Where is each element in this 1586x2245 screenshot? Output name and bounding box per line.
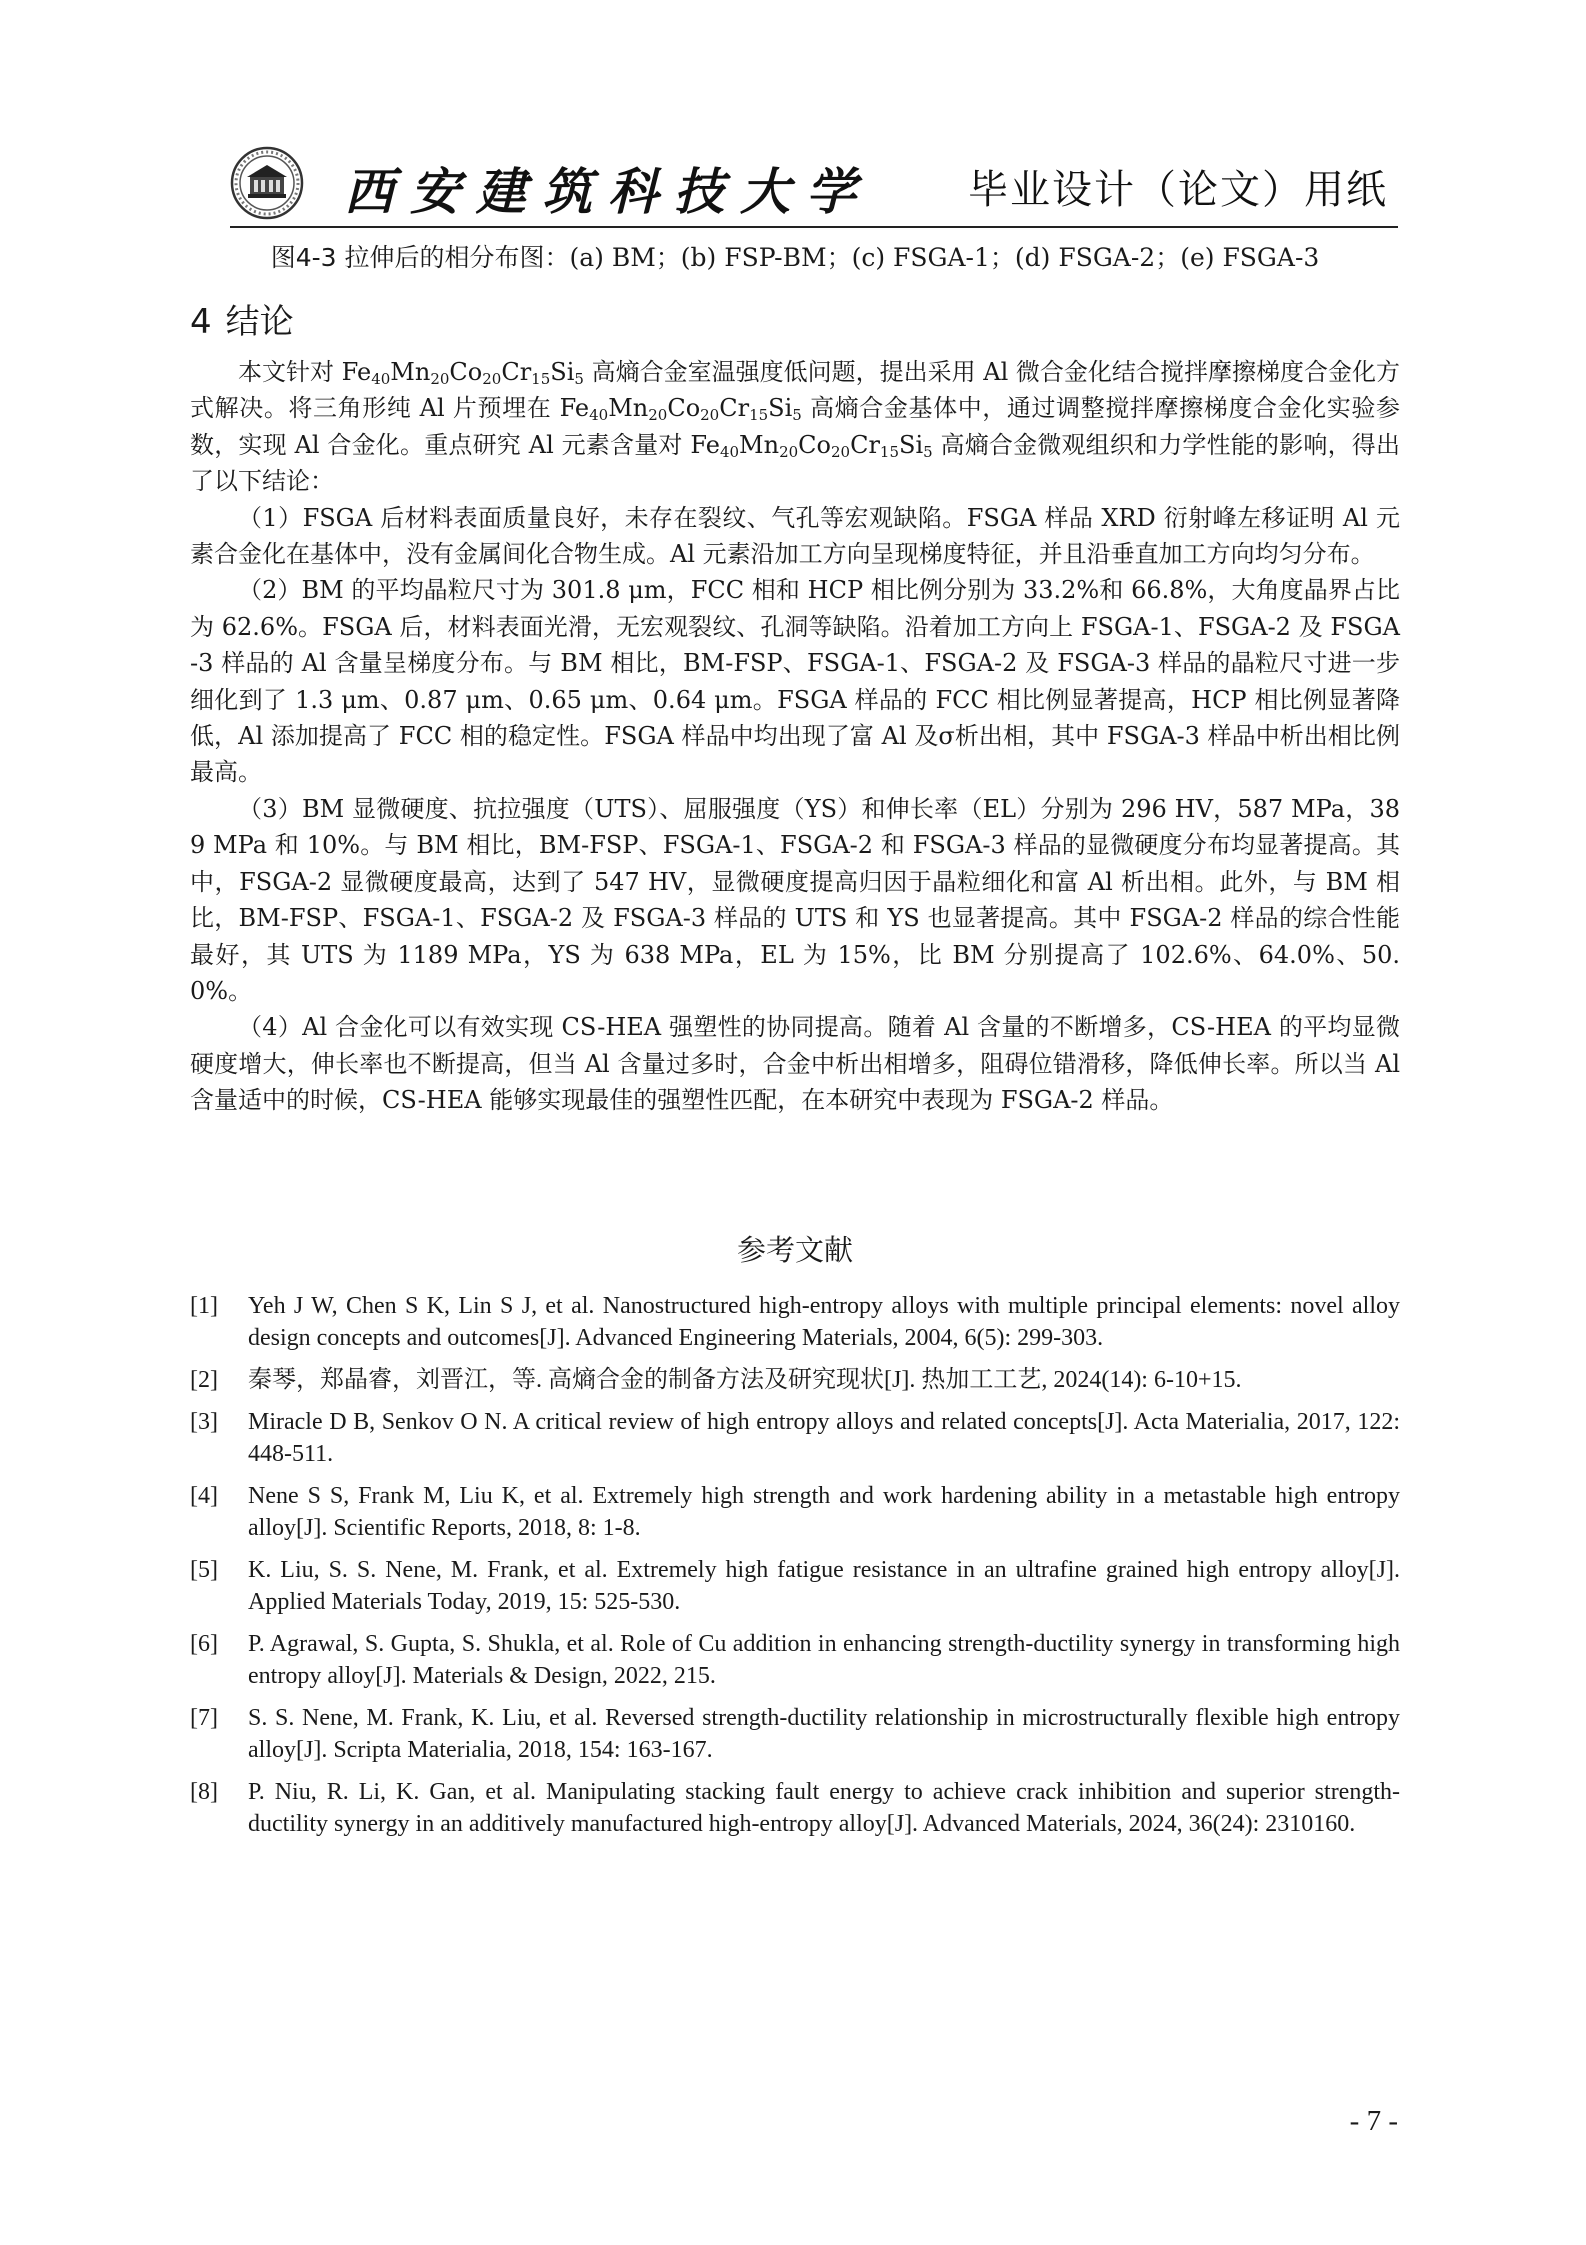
reference-number: [3] xyxy=(190,1409,218,1435)
reference-text: P. Agrawal, S. Gupta, S. Shukla, et al. Role of Cu addition in enhancing strength-ductility synergy in transforming high entropy alloy[J]. Materials & Design, 2022, 215. xyxy=(248,1631,1400,1689)
conclusion-item-4: （4）Al 合金化可以有效实现 CS-HEA 强塑性的协同提高。随着 Al 含量的不断增多，CS-HEA 的平均显微硬度增大，伸长率也不断提高，但当 Al 含量过多时，合金中析出相增多，阻碍位错滑移，降低伸长率。所以当 Al 含量适中的时候，CS-HEA 能够实现最佳的强塑性匹配，在本研究中表现为 FSGA-2 样品。 xyxy=(190,1013,1400,1115)
conclusion-item-3: （3）BM 显微硬度、抗拉强度（UTS）、屈服强度（YS）和伸长率（EL）分别为 296 HV，587 MPa，389 MPa 和 10%。与 BM 相比，BM-FSP、FSGA-1、FSGA-2 和 FSGA-3 样品的显微硬度分布均显著提高。其中，FSGA-2 显微硬度最高，达到了 547 HV，显微硬度提高归因于晶粒细化和富 Al 析出相。此外，与 BM 相比，BM-FSP、FSGA-1、FSGA-2 及 FSGA-3 样品的 UTS 和 YS 也显著提高。其中 FSGA-2 样品的综合性能最好，其 UTS 为 1189 MPa，YS 为 638 MPa，EL 为 15%，比 BM 分别提高了 102.6%、64.0%、50.0%。 xyxy=(190,794,1400,1005)
reference-item xyxy=(190,1776,1400,1840)
reference-list xyxy=(190,1290,1400,1850)
header-divider xyxy=(230,226,1398,228)
reference-item xyxy=(190,1628,1400,1692)
reference-text: 秦琴，郑晶睿，刘晋江，等. 高熵合金的制备方法及研究现状[J]. 热加工工艺, 2024(14): 6-10+15. xyxy=(248,1367,1242,1393)
page-number: - 7 - xyxy=(1349,2105,1398,2137)
reference-text: Yeh J W, Chen S K, Lin S J, et al. Nanostructured high-entropy alloys with multiple principal elements: novel alloy design concepts and outcomes[J]. Advanced Engineering Materials, 2004, 6(5): 299-303. xyxy=(248,1293,1400,1351)
section-number: 4 xyxy=(190,302,212,342)
reference-number: [5] xyxy=(190,1557,218,1583)
reference-number: [4] xyxy=(190,1483,218,1509)
conclusion-item-1: （1）FSGA 后材料表面质量良好，未存在裂纹、气孔等宏观缺陷。FSGA 样品 XRD 衍射峰左移证明 Al 元素合金化在基体中，没有金属间化合物生成。Al 元素沿加工方向呈现梯度特征，并且沿垂直加工方向均匀分布。 xyxy=(190,503,1400,569)
university-seal-icon xyxy=(230,146,304,220)
alloy-formula: $Fe_{40}Mn_{20}Co_{20}Cr_{15}Si_5$ xyxy=(559,394,802,425)
alloy-formula: $Fe_{40}Mn_{20}Co_{20}Cr_{15}Si_5$ xyxy=(690,430,933,461)
reference-number: [1] xyxy=(190,1293,218,1319)
conclusion-body xyxy=(190,354,1400,1119)
reference-number: [8] xyxy=(190,1779,218,1805)
conclusion-item-2: （2）BM 的平均晶粒尺寸为 301.8 μm，FCC 相和 HCP 相比例分别为 33.2%和 66.8%，大角度晶界占比为 62.6%。FSGA 后，材料表面光滑，无宏观裂纹、孔洞等缺陷。沿着加工方向上 FSGA-1、FSGA-2 及 FSGA-3 样品的 Al 含量呈梯度分布。与 BM 相比，BM-FSP、FSGA-1、FSGA-2 及 FSGA-3 样品的晶粒尺寸进一步细化到了 1.3 μm、0.87 μm、0.65 μm、0.64 μm。FSGA 样品的 FCC 相比例显著提高，HCP 相比例显著降低，Al 添加提高了 FCC 相的稳定性。FSGA 样品中均出现了富 Al 及σ析出相，其中 FSGA-3 样品中析出相比例最高。 xyxy=(190,576,1400,787)
reference-item xyxy=(190,1406,1400,1470)
intro-text: 本文针对 xyxy=(238,358,342,386)
figure-caption-label: 图4-3 拉伸后的相分布图： xyxy=(270,243,570,272)
school-name: 西安建筑科技大学 xyxy=(344,162,872,221)
page-header xyxy=(230,140,1398,228)
reference-number: [7] xyxy=(190,1705,218,1731)
reference-item xyxy=(190,1554,1400,1618)
section-heading xyxy=(190,294,308,343)
intro-text: 高熵合金基体中，通过调整搅拌摩擦梯度合金化实验参数，实现 Al 合金化。重点研究 Al 元素含量对 xyxy=(190,394,1400,459)
reference-item xyxy=(190,1290,1400,1354)
reference-text: K. Liu, S. S. Nene, M. Frank, et al. Extremely high fatigue resistance in an ultrafine grained high entropy alloy[J]. Applied Materials Today, 2019, 15: 525-530. xyxy=(248,1557,1400,1615)
intro-text: 高熵合金室温强度低问题，提出采用 Al 微合金化结合搅拌摩擦梯度合金化方式解决。将三角形纯 Al 片预埋在 xyxy=(190,358,1400,423)
reference-number: [2] xyxy=(190,1367,218,1393)
reference-item xyxy=(190,1702,1400,1766)
reference-item xyxy=(190,1364,1400,1396)
figure-caption xyxy=(190,238,1400,274)
reference-text: P. Niu, R. Li, K. Gan, et al. Manipulating stacking fault energy to achieve crack inhibition and superior strength-ductility synergy in an additively manufactured high-entropy alloy[J]. Advanced Materials, 2024, 36(24): 2310160. xyxy=(248,1779,1400,1837)
alloy-formula: $Fe_{40}Mn_{20}Co_{20}Cr_{15}Si_5$ xyxy=(341,358,584,388)
section-title: 结论 xyxy=(225,302,294,342)
figure-caption-text: (a) BM；(b) FSP-BM；(c) FSGA-1；(d) FSGA-2；(e) FSGA-3 xyxy=(569,243,1320,272)
reference-number: [6] xyxy=(190,1631,218,1657)
reference-text: S. S. Nene, M. Frank, K. Liu, et al. Reversed strength-ductility relationship in microstructurally flexible high entropy alloy[J]. Scripta Materialia, 2018, 154: 163-167. xyxy=(248,1705,1400,1763)
reference-text: Nene S S, Frank M, Liu K, et al. Extremely high strength and work hardening ability in a metastable high entropy alloy[J]. Scientific Reports, 2018, 8: 1-8. xyxy=(248,1483,1400,1541)
intro-text: 高熵合金微观组织和力学性能的影响，得出了以下结论： xyxy=(190,430,1400,496)
references-heading: 参考文献 xyxy=(736,1233,853,1267)
paper-type: 毕业设计（论文）用纸 xyxy=(968,167,1388,213)
intro-paragraph xyxy=(190,354,1400,500)
reference-item xyxy=(190,1480,1400,1544)
reference-text: Miracle D B, Senkov O N. A critical review of high entropy alloys and related concepts[J]. Acta Materialia, 2017, 122: 448-511. xyxy=(248,1409,1400,1467)
